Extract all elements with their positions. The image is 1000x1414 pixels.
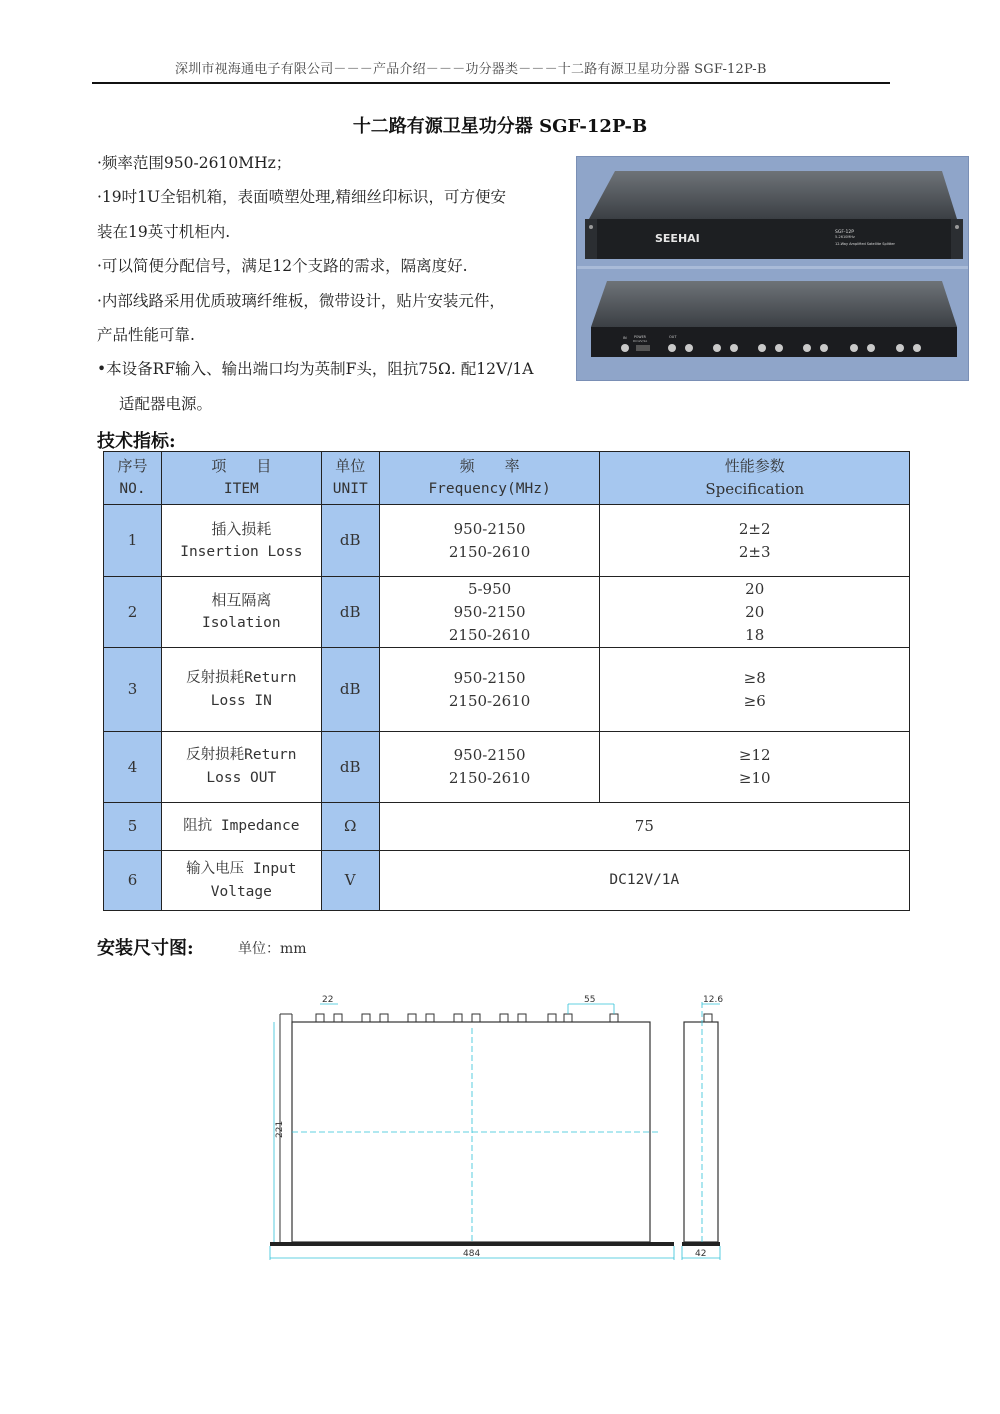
photo-power-label: POWER bbox=[634, 335, 646, 339]
page-title: 十二路有源卫星功分器 SGF-12P-B bbox=[352, 116, 648, 137]
row-unit: dB bbox=[321, 648, 379, 732]
table-row bbox=[104, 648, 910, 732]
row-unit: V bbox=[321, 851, 379, 911]
dimension-drawing bbox=[262, 988, 732, 1264]
spec-table bbox=[103, 451, 910, 911]
dim-label-55: 55 bbox=[584, 995, 596, 1005]
feature-line: ·可以简便分配信号，满足12个支路的需求，隔离度好. bbox=[97, 257, 468, 276]
table-row bbox=[104, 851, 910, 911]
row-unit: dB bbox=[321, 505, 379, 577]
row-no: 6 bbox=[104, 851, 162, 911]
row-merged-value: 75 bbox=[379, 803, 909, 851]
photo-freq: 5-2610MHz bbox=[835, 235, 855, 239]
row-item: 插入损耗 Insertion Loss bbox=[161, 505, 321, 577]
table-row bbox=[104, 732, 910, 803]
side-view-body bbox=[684, 1022, 718, 1242]
header-unit: 单位 UNIT bbox=[321, 452, 379, 505]
table-header-row bbox=[104, 452, 910, 505]
dimension-svg bbox=[262, 988, 732, 1264]
table-row bbox=[104, 577, 910, 648]
header-specification: 性能参数 Specification bbox=[600, 452, 910, 505]
connectors bbox=[316, 1014, 618, 1022]
dim-label-221: 221 bbox=[275, 1120, 285, 1138]
row-no: 3 bbox=[104, 648, 162, 732]
feature-line: ·19吋1U全铝机箱，表面喷塑处理,精细丝印标识，可方便安 bbox=[97, 188, 507, 207]
row-frequency: 950-2150 2150-2610 bbox=[379, 505, 600, 577]
photo-model: SGF-12P bbox=[835, 230, 854, 235]
feature-line: 装在19英寸机柜内. bbox=[97, 222, 231, 241]
row-no: 2 bbox=[104, 577, 162, 648]
tech-heading: 技术指标: bbox=[97, 431, 176, 452]
dim-label-484: 484 bbox=[463, 1249, 481, 1259]
feature-line: 产品性能可靠. bbox=[97, 326, 195, 345]
feature-line: ·内部线路采用优质玻璃纤维板，微带设计，贴片安装元件， bbox=[97, 291, 505, 310]
dims-unit: 单位：mm bbox=[238, 941, 307, 957]
row-frequency: 5-950 950-2150 2150-2610 bbox=[379, 577, 600, 648]
table-row bbox=[104, 803, 910, 851]
row-merged-value: DC12V/1A bbox=[379, 851, 909, 911]
row-no: 4 bbox=[104, 732, 162, 803]
photo-desc: 12-Way Amplified Satellite Splitter bbox=[835, 242, 895, 246]
row-frequency: 950-2150 2150-2610 bbox=[379, 732, 600, 803]
feature-line: ·频率范围950-2610MHz； bbox=[97, 154, 292, 172]
header-no: 序号 NO. bbox=[104, 452, 162, 505]
brand-logo: SEEHAI bbox=[655, 232, 700, 245]
side-connector bbox=[704, 1014, 712, 1022]
chassis-top bbox=[589, 171, 957, 219]
dim-label-42: 42 bbox=[695, 1249, 707, 1259]
base-plate bbox=[270, 1242, 674, 1246]
dim-label-22: 22 bbox=[322, 995, 334, 1005]
dim-label-12-6: 12.6 bbox=[703, 995, 724, 1005]
photo-power-sub: DC12V/1A bbox=[633, 339, 648, 343]
row-frequency: 950-2150 2150-2610 bbox=[379, 648, 600, 732]
chassis-top-rear bbox=[591, 281, 957, 327]
top-view-body bbox=[292, 1022, 650, 1242]
row-spec: ≥12 ≥10 bbox=[600, 732, 910, 803]
row-spec: ≥8 ≥6 bbox=[600, 648, 910, 732]
table-row bbox=[104, 505, 910, 577]
row-no: 1 bbox=[104, 505, 162, 577]
photo-in-label: IN bbox=[623, 336, 627, 340]
feature-list bbox=[97, 146, 569, 421]
photo-divider bbox=[577, 266, 968, 269]
photo-out-label: OUT bbox=[669, 335, 677, 339]
row-item: 反射损耗Return Loss IN bbox=[161, 648, 321, 732]
dims-heading: 安装尺寸图: bbox=[97, 938, 194, 959]
front-panel bbox=[585, 219, 963, 259]
row-spec: 20 20 18 bbox=[600, 577, 910, 648]
header-rule bbox=[92, 82, 890, 84]
row-item: 相互隔离 Isolation bbox=[161, 577, 321, 648]
row-unit: dB bbox=[321, 732, 379, 803]
product-photo bbox=[576, 156, 969, 381]
row-spec: 2±2 2±3 bbox=[600, 505, 910, 577]
header-frequency: 频 率 Frequency(MHz) bbox=[379, 452, 600, 505]
row-item: 阻抗 Impedance bbox=[161, 803, 321, 851]
row-item: 输入电压 Input Voltage bbox=[161, 851, 321, 911]
row-item: 反射损耗Return Loss OUT bbox=[161, 732, 321, 803]
row-no: 5 bbox=[104, 803, 162, 851]
feature-line: 适配器电源。 bbox=[119, 394, 213, 413]
row-unit: dB bbox=[321, 577, 379, 648]
feature-line: •本设备RF输入、输出端口均为英制F头，阻抗75Ω. 配12V/1A bbox=[97, 360, 534, 379]
running-header: 深圳市视海通电子有限公司－－－产品介绍－－－功分器类－－－十二路有源卫星功分器 SGF-12P-B bbox=[175, 62, 767, 77]
header-item: 项 目 ITEM bbox=[161, 452, 321, 505]
product-illustration bbox=[577, 157, 969, 381]
row-unit: Ω bbox=[321, 803, 379, 851]
